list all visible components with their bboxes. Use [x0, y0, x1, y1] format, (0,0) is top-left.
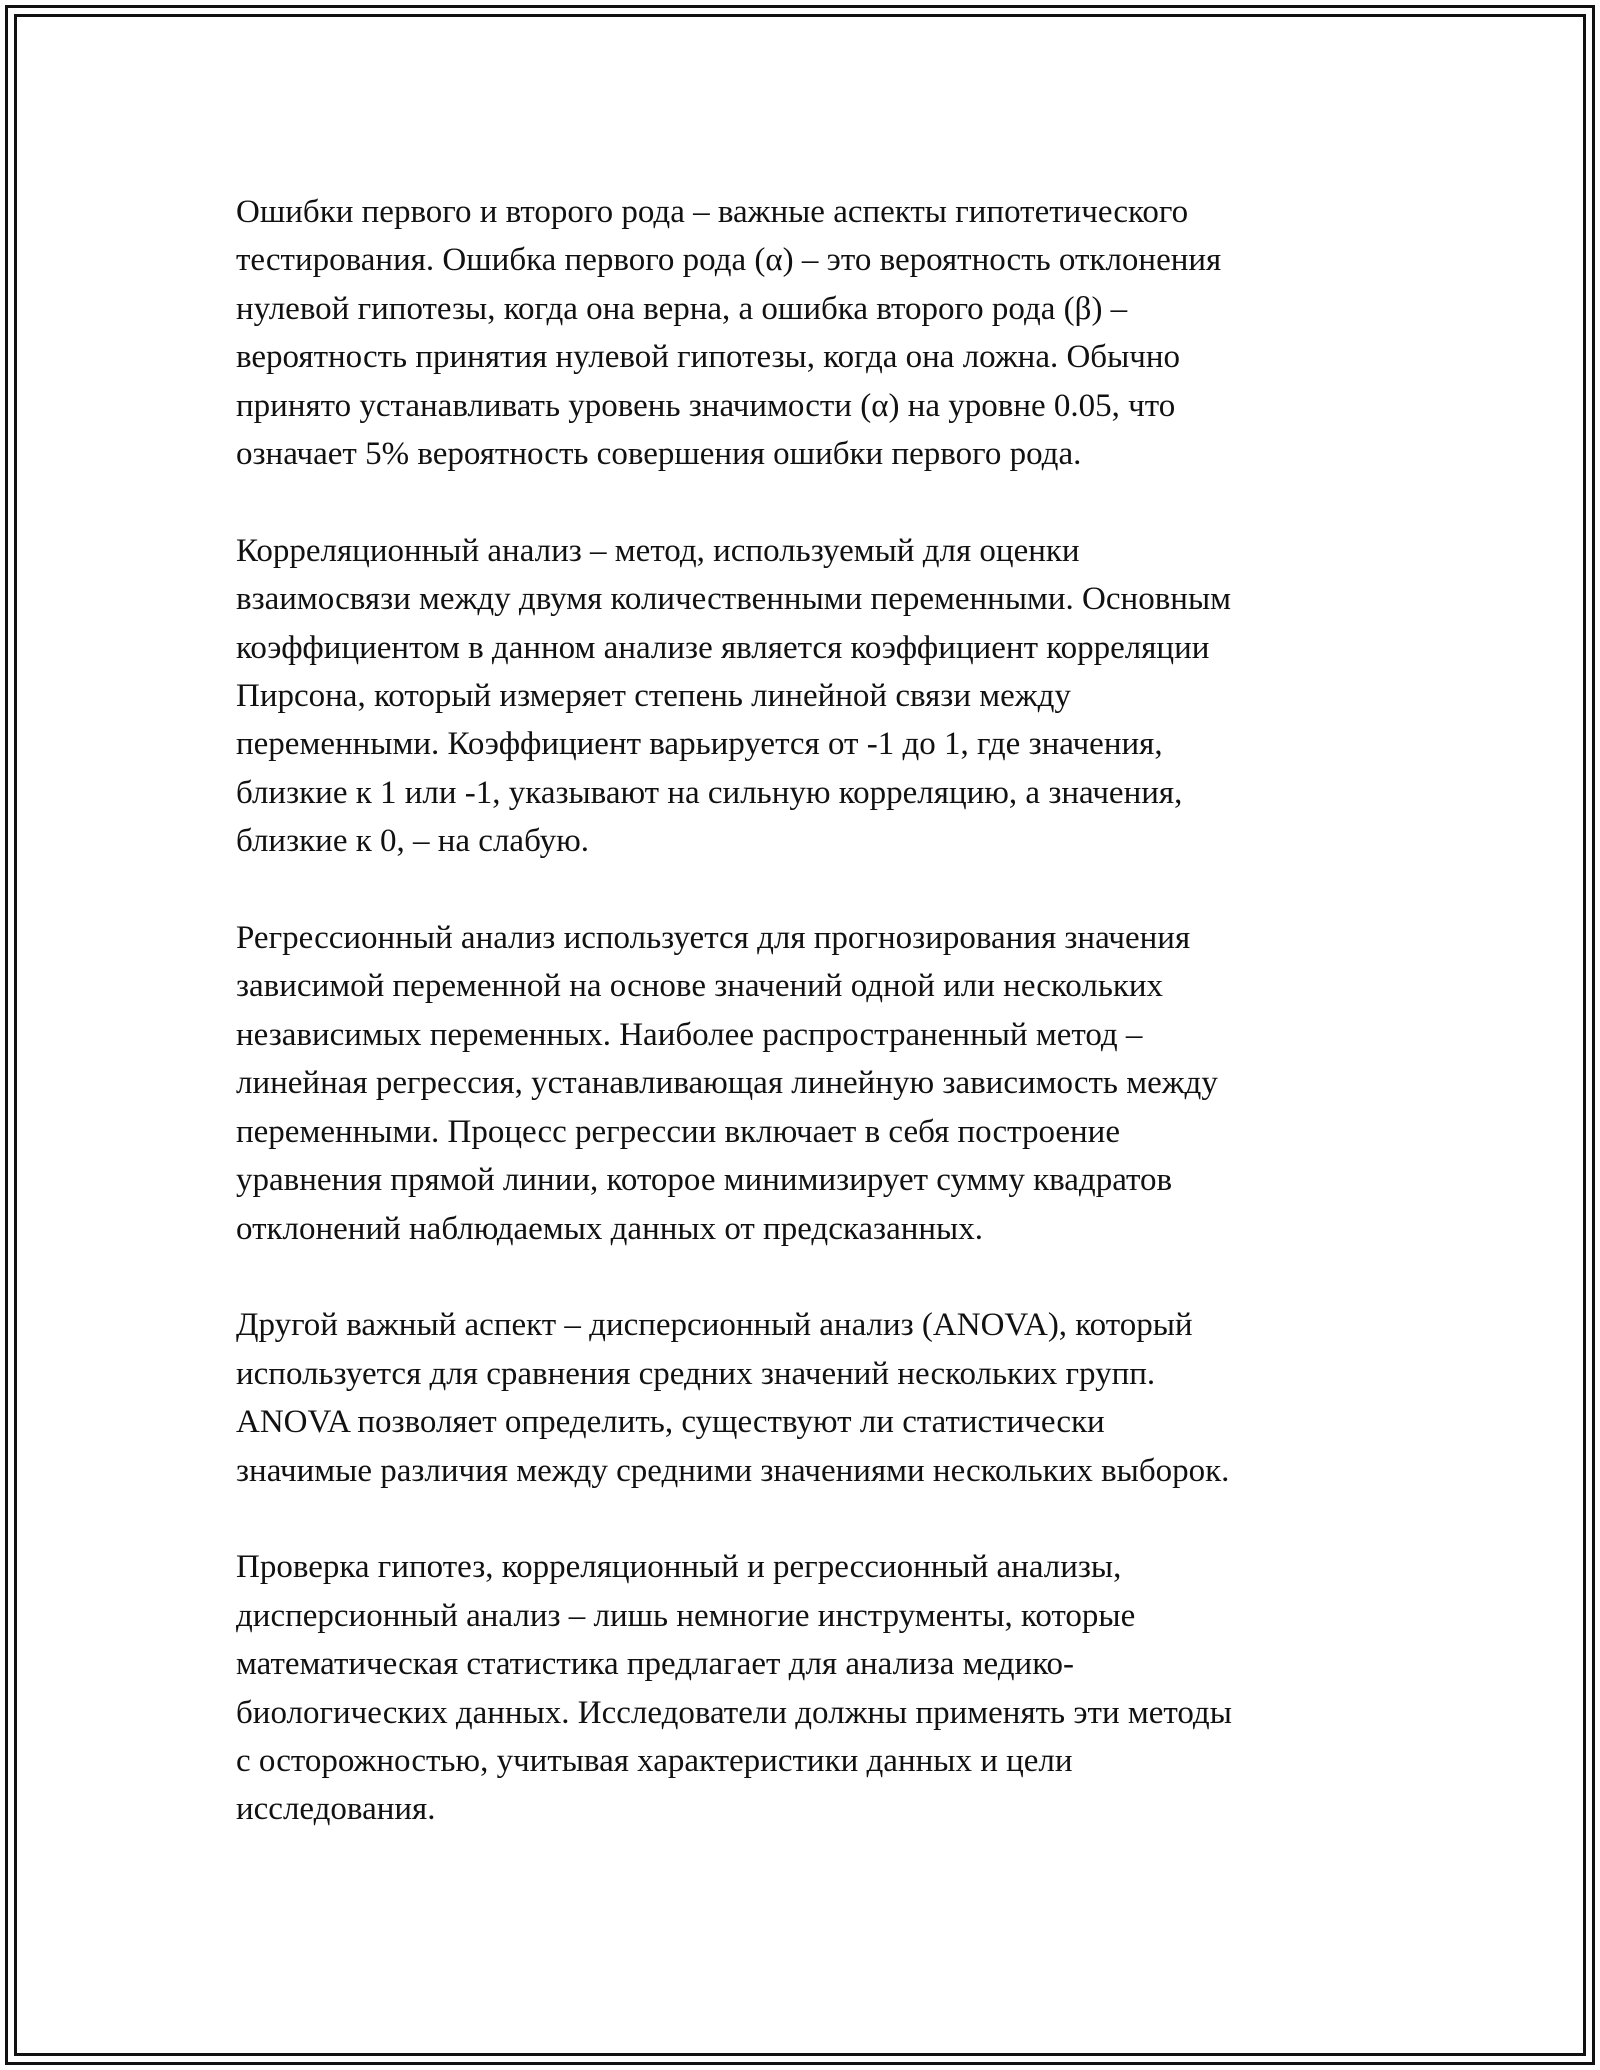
- paragraph-type-errors: Ошибки первого и второго рода – важные аспекты гипотетического тестирования. Ошибка первого рода (α) – это вероятность отклонения нулевой гипотезы, когда она верна, а ошибка второго рода (β) – вероятность принятия нулевой гипотезы, когда она ложна. Обычно принято устанавливать уровень значимости (α) на уровне 0.05, что означает 5% вероятность совершения ошибки первого рода.: [236, 194, 1222, 473]
- document-body: [236, 188, 1356, 1882]
- paragraph-regression-analysis: Регрессионный анализ используется для прогнозирования значения зависимой переменной на основе значений одной или нескольких независимых переменных. Наиболее распространенный метод – линейная регрессия, устанавливающая линейную зависимость между переменными. Процесс регрессии включает в себя построение уравнения прямой линии, которое минимизирует сумму квадратов отклонений наблюдаемых данных от предсказанных.: [236, 920, 1218, 1247]
- paragraph-anova: Другой важный аспект – дисперсионный анализ (ANOVA), который используется для сравнения средних значений нескольких групп. ANOVA позволяет определить, существуют ли статистически значимые различия между средними значениями нескольких выборок.: [236, 1307, 1230, 1489]
- paragraph-conclusion: Проверка гипотез, корреляционный и регрессионный анализы, дисперсионный анализ – лишь немногие инструменты, которые математическая статистика предлагает для анализа медико- биологических данных. Исследователи должны применять эти методы с осторожностью, учитывая характеристики данных и цели исследования.: [236, 1549, 1232, 1828]
- paragraph-correlation-analysis: Корреляционный анализ – метод, используемый для оценки взаимосвязи между двумя количественными переменными. Основным коэффициентом в данном анализе является коэффициент корреляции Пирсона, который измеряет степень линейной связи между переменными. Коэффициент варьируется от -1 до 1, где значения, близкие к 1 или -1, указывают на сильную корреляцию, а значения, близкие к 0, – на слабую.: [236, 532, 1231, 860]
